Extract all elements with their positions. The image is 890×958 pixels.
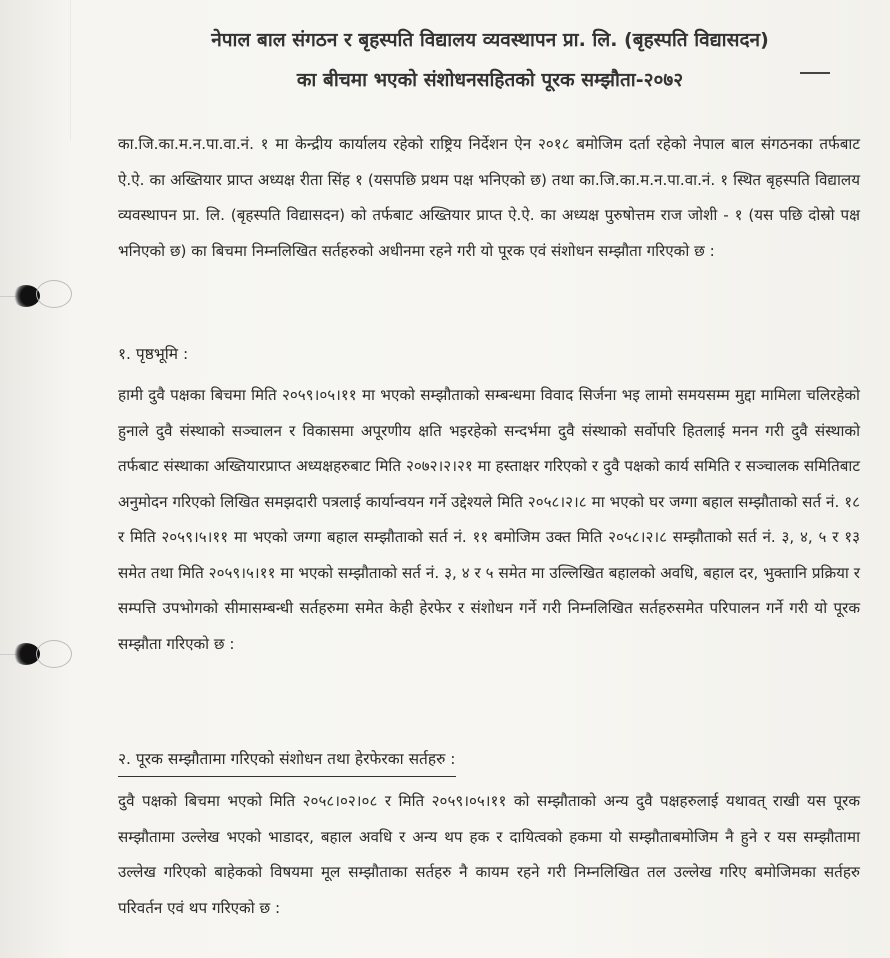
section-1-body: हामी दुवै पक्षका बिचमा मिति २०५९।०५।११ मा भएको सम्झौताको सम्बन्धमा विवाद सिर्जना भइ लामो समयसम्म मुद्दा मामिला चलिरहेको हुनाले दुवै संस्थाको सञ्चालन र विकासमा अपूरणीय क्षति भइरहेको सन्दर्भमा दुवै संस्थाको सर्वोपरि हितलाई मनन गरी दुवै संस्थाको तर्फबाट संस्थाका अख्तियारप्राप्त अध्यक्षहरुबाट मिति २०७२।२।२१ मा हस्ताक्षर गरिएको र दुवै पक्षको कार्य समिति र सञ्चालक समितिबाट अनुमोदन गरिएको लिखित समझदारी पत्रलाई कार्यान्वयन गर्ने उद्देश्यले मिति २०५८।२।८ मा भएको घर जग्गा बहाल सम्झौताको सर्त नं. १८ र मिति २०५९।५।११ मा भएको जग्गा बहाल सम्झौताको सर्त नं. ११ बमोजिम उक्त मिति २०५८।२।८ सम्झौताको सर्त नं. ३, ४, ५ र १३ समेत तथा मिति २०५९।५।११ मा भएको सम्झौताको सर्त नं. ३, ४ र ५ समेत मा उल्लिखित बहालको अवधि, बहाल दर, भुक्तानि प्रक्रिया र सम्पत्ति उपभोगको सीमासम्बन्धी सर्तहरुमा समेत केही हेरफेर र संशोधन गर्ने गरी निम्नलिखित सर्तहरुसमेत परिपालन गर्ने गरी यो पूरक सम्झौता गरिएको छ : xyxy=(118,386,860,653)
section-2-heading: २. पूरक सम्झौतामा गरिएको संशोधन तथा हेरफेरका सर्तहरु : xyxy=(118,742,456,777)
binder-ring-icon xyxy=(36,280,72,308)
page-edge-shadow xyxy=(0,0,71,140)
section-1-heading: १. पृष्ठभूमि : xyxy=(118,345,189,363)
title-line-2: का बीचमा भएको संशोधनसहितको पूरक सम्झौता-२०७२ xyxy=(296,69,684,91)
title-line-1: नेपाल बाल संगठन र बृहस्पति विद्यालय व्यवस्थापन प्रा. लि. (बृहस्पति विद्यासदन) xyxy=(211,29,769,51)
section-2-body: दुवै पक्षको बिचमा भएको मिति २०५८।०२।०८ र मिति २०५९।०५।११ को सम्झौताको अन्य दुवै पक्षहरुलाई यथावत् राखी यस पूरक सम्झौतामा उल्लेख भएको भाडादर, बहाल अवधि र अन्य थप हक र दायित्वको हकमा यो सम्झौताबमोजिम नै हुने र यस सम्झौतामा उल्लेख गरिएको बाहेकको विषयमा मूल सम्झौताका सर्तहरु नै कायम रहने गरी निम्नलिखित तल उल्लेख गरिए बमोजिमका सर्तहरु परिवर्तन एवं थप गरिएको छ : xyxy=(118,792,860,917)
title-dash xyxy=(800,72,830,74)
intro-paragraph: का.जि.का.म.न.पा.वा.नं. १ मा केन्द्रीय कार्यालय रहेको राष्ट्रिय निर्देशन ऐन २०१८ बमोजिम दर्ता रहेको नेपाल बाल संगठनका तर्फबाट ऐ.ऐ. का अख्तियार प्राप्त अध्यक्ष रीता सिंह १ (यसपछि प्रथम पक्ष भनिएको छ) तथा का.जि.का.म.न.पा.वा.नं. १ स्थित बृहस्पति विद्यालय व्यवस्थापन प्रा. लि. (बृहस्पति विद्यासदन) को तर्फबाट अख्तियार प्राप्त ऐ.ऐ. का अध्यक्ष पुरुषोत्तम राज जोशी - १ (यस पछि दोस्रो पक्ष भनिएको छ) का बिचमा निम्नलिखित सर्तहरुको अधीनमा रहने गरी यो पूरक एवं संशोधन सम्झौता गरिएको छ : xyxy=(118,135,860,260)
binder-ring-icon xyxy=(36,640,72,668)
document-title xyxy=(120,20,860,100)
